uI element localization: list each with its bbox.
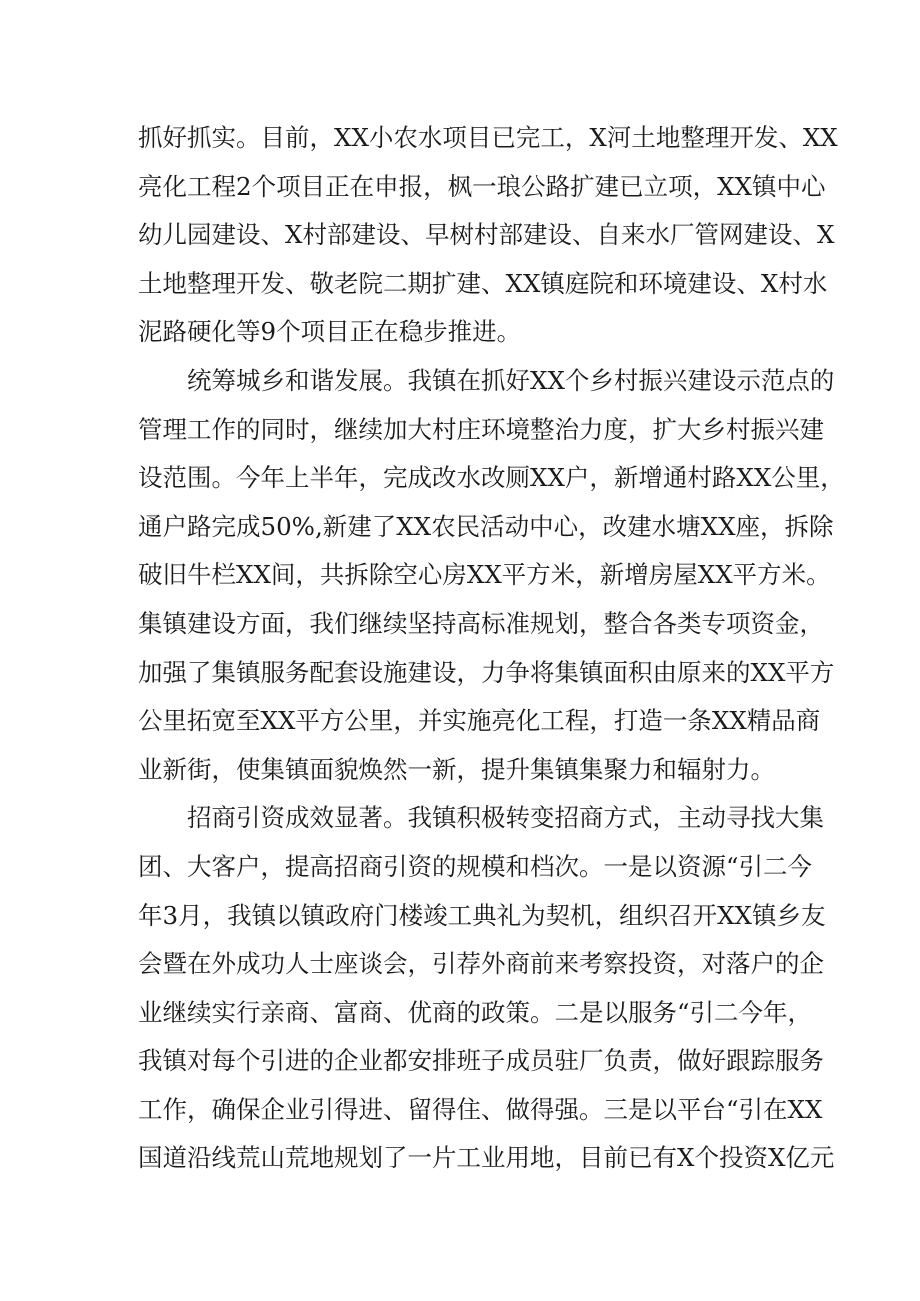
paragraph-3-line-4: 会暨在外成功人士座谈会，引荐外商前来考察投资，对落户的企 — [138, 949, 824, 979]
paragraph-2-line-8: 公里拓宽至XX平方公里，并实施亮化工程，打造一条XX精品商 — [138, 706, 821, 736]
paragraph-1-line-4: 土地整理开发、敬老院二期扩建、XX镇庭院和环境建设、X村水 — [138, 268, 828, 298]
paragraph-2-line-6: 集镇建设方面，我们继续坚持高标准规划，整合各类专项资金， — [138, 608, 824, 638]
paragraph-3-line-6: 我镇对每个引进的企业都安排班子成员驻厂负责，做好跟踪服务 — [138, 1046, 824, 1076]
paragraph-2-line-2: 管理工作的同时，继续加大村庄环境整治力度，扩大乡村振兴建 — [138, 414, 824, 444]
paragraph-2-line-5: 破旧牛栏XX间，共拆除空心房XX平方米，新增房屋XX平方米。 — [138, 560, 831, 590]
paragraph-3-line-7: 工作，确保企业引得进、留得住、做得强。三是以平台“引在XX — [138, 1094, 823, 1124]
paragraph-2-line-9: 业新街，使集镇面貌焕然一新，提升集镇集聚力和辐射力。 — [138, 754, 775, 784]
body-text — [138, 114, 845, 1183]
paragraph-2-line-1: 统筹城乡和谐发展。我镇在抓好XX个乡村振兴建设示范点的 — [187, 365, 835, 395]
paragraph-3-line-5: 业继续实行亲商、富商、优商的政策。二是以服务“引二今年， — [138, 997, 813, 1027]
paragraph-3-line-8: 国道沿线荒山荒地规划了一片工业用地，目前已有X个投资X亿元 — [138, 1143, 835, 1173]
paragraph-3-line-1: 招商引资成效显著。我镇积极转变招商方式，主动寻找大集 — [187, 803, 824, 833]
paragraph-1-line-5: 泥路硬化等9个项目正在稳步推进。 — [138, 317, 522, 347]
paragraph-2-line-3: 设范围。今年上半年，完成改水改厕XX户，新增通村路XX公里， — [138, 463, 845, 493]
paragraph-1-line-2: 亮化工程2个项目正在申报，枫一琅公路扩建已立项，XX镇中心 — [138, 171, 826, 201]
paragraph-1-line-3: 幼儿园建设、X村部建设、早树村部建设、自来水厂管网建设、X — [138, 220, 835, 250]
paragraph-2-line-7: 加强了集镇服务配套设施建设，力争将集镇面积由原来的XX平方 — [138, 657, 835, 687]
paragraph-2-line-4: 通户路完成50%,新建了XX农民活动中心，改建水塘XX座，拆除 — [138, 511, 834, 541]
paragraph-1-line-1: 抓好抓实。目前，XX小农水项目已完工，X河土地整理开发、XX — [138, 123, 838, 152]
paragraph-3-line-2: 团、大客户，提高招商引资的规模和档次。一是以资源“引二今 — [138, 851, 813, 881]
paragraph-3-line-3: 年3月，我镇以镇政府门楼竣工典礼为契机，组织召开XX镇乡友 — [138, 900, 826, 930]
